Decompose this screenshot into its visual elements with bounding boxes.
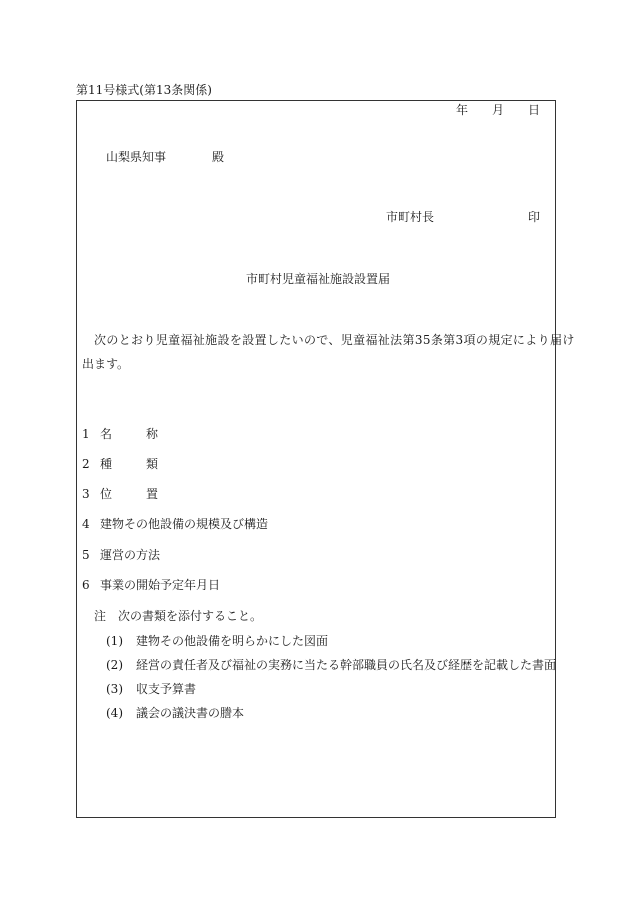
- attachment-number: (1): [106, 634, 123, 648]
- item-number: 3: [82, 487, 90, 501]
- attachment-text: 収支予算書: [136, 682, 197, 696]
- attachment-number: (3): [106, 682, 123, 696]
- item-label-b: 称: [146, 427, 159, 441]
- item-label: 運営の方法: [100, 548, 161, 562]
- date-day: 日: [528, 103, 541, 117]
- item-number: 1: [82, 427, 90, 441]
- note-text: 次の書類を添付すること。: [118, 609, 263, 623]
- sender-title: 市町村長: [386, 210, 435, 224]
- date-year: 年: [456, 103, 469, 117]
- item-label-b: 置: [146, 487, 159, 501]
- addressee-honorific: 殿: [212, 150, 225, 164]
- item-number: 5: [82, 548, 90, 562]
- attachment-text: 建物その他設備を明らかにした図面: [136, 634, 329, 648]
- item-label: 事業の開始予定年月日: [100, 578, 221, 592]
- seal-mark: 印: [528, 210, 541, 224]
- attachment-text: 経営の責任者及び福祉の実務に当たる幹部職員の氏名及び経歴を記載した書面: [136, 658, 557, 672]
- attachment-number: (2): [106, 658, 123, 672]
- item-number: 2: [82, 457, 90, 471]
- attachment-text: 議会の議決書の謄本: [136, 706, 245, 720]
- date-month: 月: [492, 103, 505, 117]
- item-label-a: 名: [100, 427, 113, 441]
- body-text-line-2: 出ます。: [82, 357, 130, 371]
- form-label: 第11号様式(第13条関係): [76, 83, 212, 97]
- item-label-a: 位: [100, 487, 113, 501]
- document-title: 市町村児童福祉施設設置届: [246, 272, 391, 286]
- item-number: 6: [82, 578, 90, 592]
- addressee-name: 山梨県知事: [106, 150, 167, 164]
- attachment-number: (4): [106, 706, 123, 720]
- item-number: 4: [82, 517, 90, 531]
- item-label-a: 種: [100, 457, 113, 471]
- item-label-b: 類: [146, 457, 159, 471]
- body-text-line-1: 次のとおり児童福祉施設を設置したいので、児童福祉法第35条第3項の規定により届け: [94, 333, 575, 347]
- item-label: 建物その他設備の規模及び構造: [100, 517, 269, 531]
- note-heading: 注: [94, 609, 107, 623]
